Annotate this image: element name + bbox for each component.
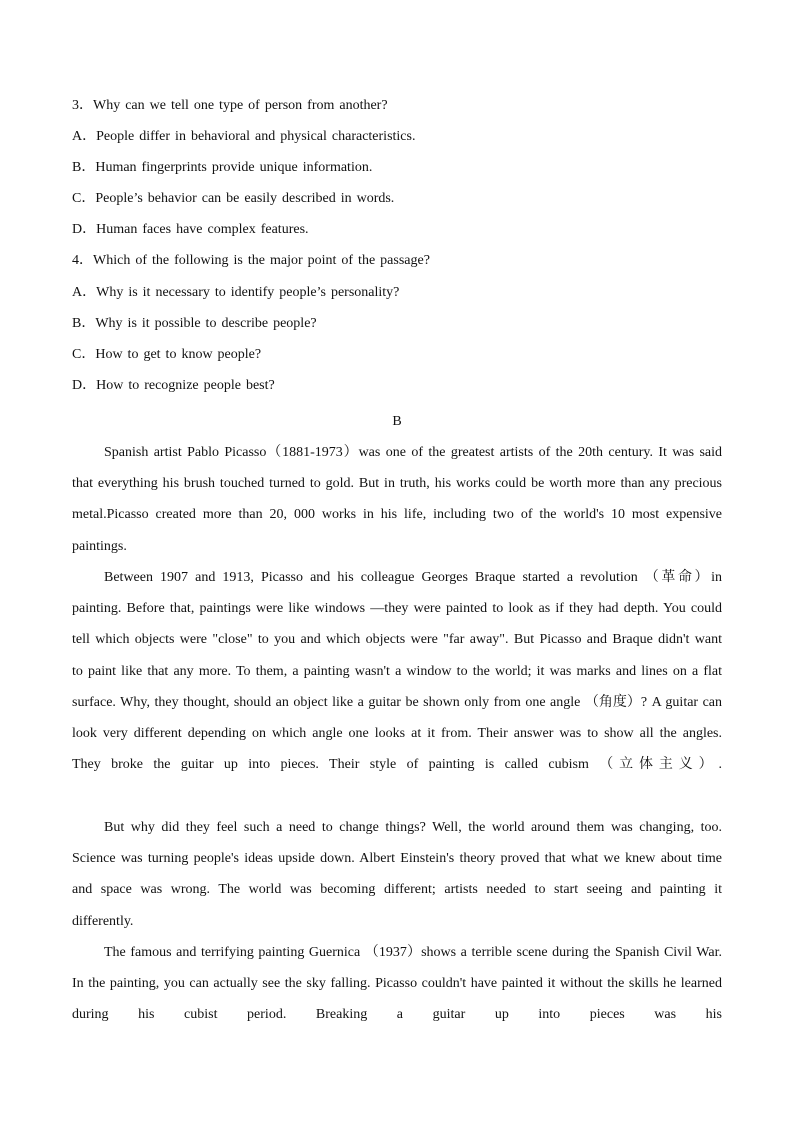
question-4-option-c: C．How to get to know people? xyxy=(72,347,262,362)
question-4-option-a: A．Why is it necessary to identify people’s personality? xyxy=(72,285,400,300)
question-4-stem: 4．Which of the following is the major point of the passage? xyxy=(72,253,430,268)
question-3-option-b: B．Human fingerprints provide unique information. xyxy=(72,160,373,175)
passage-paragraph-4: The famous and terrifying painting Guernica （1937）shows a terrible scene during the Spanish Civil War. In the painting, you can actually see the sky falling. Picasso couldn't have painted it without the skills he learned during his cubist period. Breaking a guitar up into pieces was his xyxy=(72,945,722,1023)
document-page xyxy=(72,0,722,1123)
question-4-option-d: D．How to recognize people best? xyxy=(72,378,275,393)
question-3-option-d: D．Human faces have complex features. xyxy=(72,222,309,237)
passage-paragraph-2: Between 1907 and 1913, Picasso and his colleague Georges Braque started a revolution （革命）in painting. Before that, paintings were like windows —they were painted to look as if they had depth. You could tell which objects were "close" to you and which objects were "far away". But Picasso and Braque didn't want to paint like that any more. To them, a painting wasn't a window to the world; it was marks and lines on a flat surface. Why, they thought, should an object like a guitar be shown only from one angle （角度）? A guitar can look very different depending on which angle one looks at it from. Their answer was to show all the angles. They broke the guitar up into pieces. Their style of painting is called cubism （立体主义）. xyxy=(72,570,723,773)
question-3-option-a: A．People differ in behavioral and physical characteristics. xyxy=(72,129,416,144)
question-3-option-c: C．People’s behavior can be easily described in words. xyxy=(72,191,395,206)
passage-paragraph-3: But why did they feel such a need to change things? Well, the world around them was changing, too. Science was turning people's ideas upside down. Albert Einstein's theory proved that what we knew about time and space was wrong. The world was becoming different; artists needed to start seeing and painting it differently. xyxy=(72,820,722,929)
section-heading: B xyxy=(392,414,402,429)
question-3-stem: 3．Why can we tell one type of person from another? xyxy=(72,98,388,113)
passage-paragraph-1: Spanish artist Pablo Picasso（1881-1973）was one of the greatest artists of the 20th century. It was said that everything his brush touched turned to gold. But in truth, his works could be worth more than any precious metal.Picasso created more than 20, 000 works in his life, including two of the world's 10 most expensive paintings. xyxy=(72,445,722,554)
question-4-option-b: B．Why is it possible to describe people? xyxy=(72,316,317,331)
